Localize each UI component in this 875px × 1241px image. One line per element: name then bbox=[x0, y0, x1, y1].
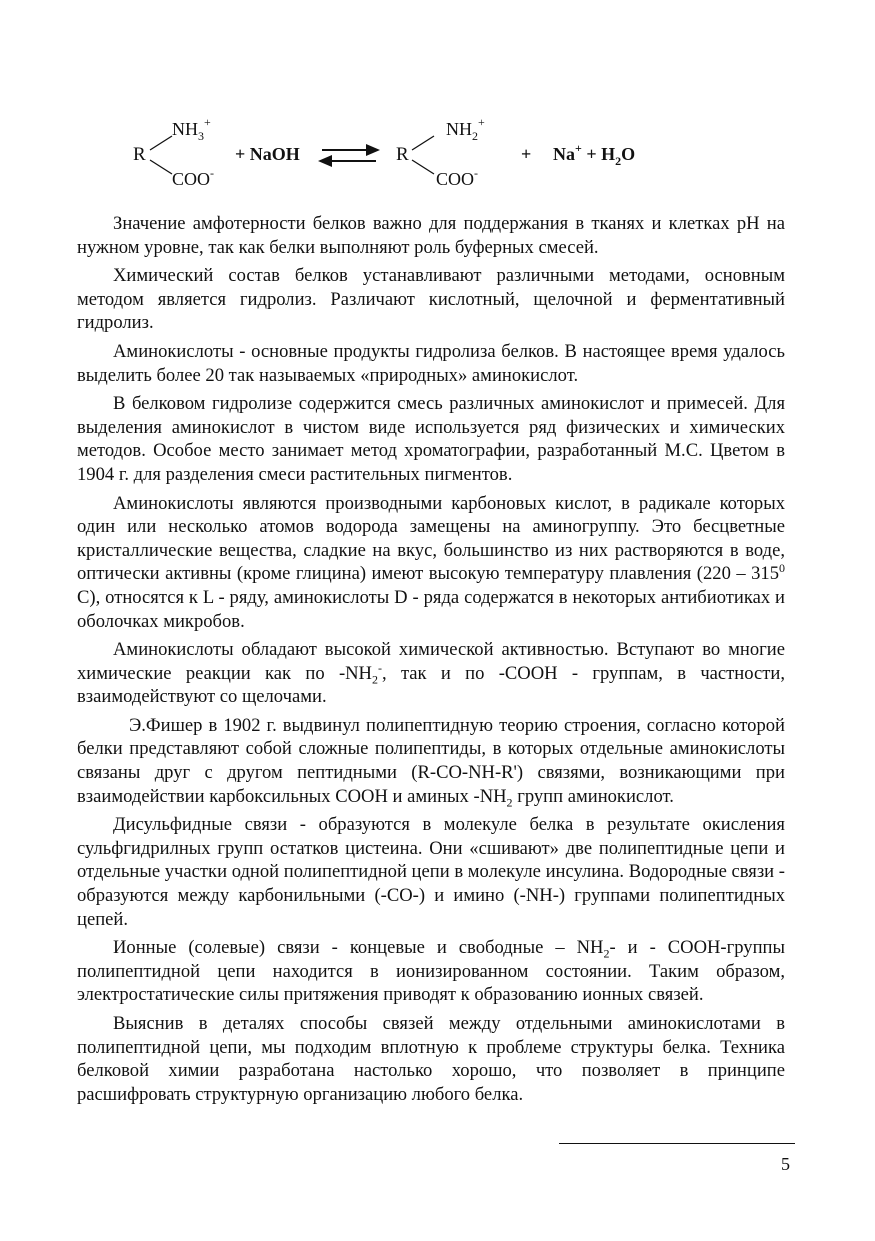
plus-sign: + bbox=[521, 144, 532, 164]
paragraph-chemical-activity: Аминокислоты обладают высокой химической активностью. Вступают во многие химические реакции как по $-NH_2^-$, так и по -COOH - группам, в частности, взаимодействуют со щелочами. bbox=[77, 639, 785, 708]
page-body bbox=[77, 212, 785, 1106]
paragraph-amino-acid-properties: Аминокислоты являются производными карбоновых кислот, в радикале которых один или несколько атомов водорода замещены на аминогруппу. Это бесцветные кристаллические вещества, сладкие на вкус, большинство из них растворяются в воде, оптически активны (кроме глицина) имеют высокую температуру плавления ($220 - 315^0$ С), относятся к L - ряду, аминокислоты D - ряда содержатся в некоторых антибиотиках и оболочках микробов. bbox=[77, 492, 785, 632]
reagent-naoh: + NaOH bbox=[235, 144, 300, 164]
paragraph-chemical-composition: Химический состав белков устанавливают различными методами, основным методом является гидролиз. Различают кислотный, щелочной и ферментативный гидролиз. bbox=[77, 265, 785, 334]
page-number: 5 bbox=[781, 1154, 790, 1174]
paragraph-amino-acids-products: Аминокислоты - основные продукты гидролиза белков. В настоящее время удалось выделить более 20 так называемых «природных» аминокислот. bbox=[77, 340, 785, 386]
left-coo-group: COO- bbox=[172, 166, 215, 189]
paragraph-hydrolysate: В белковом гидролизе содержится смесь различных аминокислот и примесей. Для выделения аминокислот в чистом виде используется ряд физических и химических методов. Особое место занимает метод хроматографии, разработанный М.С. Цветом в 1904 г. для разделения смеси растительных пигментов. bbox=[77, 393, 785, 485]
equilibrium-arrows-icon bbox=[318, 144, 380, 167]
right-nh2-group: $NH_2^+$ bbox=[446, 115, 485, 143]
paragraph-protein-structure: Выяснив в деталях способы связей между отдельными аминокислотами в полипептидной цепи, мы подходим вплотную к проблеме структуры белка. Техника белковой химии разработана настолько хорошо, что позволяет в принципе расшифровать структурную организацию любого белка. bbox=[77, 1013, 785, 1105]
reaction-equation bbox=[0, 0, 875, 200]
paragraph-amphoteric: Значение амфотерности белков важно для поддержания в тканях и клетках pH на нужном уровне, так как белки выполняют роль буферных смесей. bbox=[77, 213, 785, 258]
left-r-label: R bbox=[133, 144, 146, 165]
right-r-label: R bbox=[396, 144, 409, 165]
paragraph-fischer-theory: Э.Фишер в 1902 г. выдвинул полипептидную теорию строения, согласно которой белки представляют собой сложные полипептиды, в которых отдельные аминокислоты связаны друг с другом пептидными (R-CO-NH-R') связями, возникающими при взаимодействии карбоксильных COOH и аминых $-NH_2$ групп аминокислот. bbox=[77, 714, 785, 810]
paragraph-disulfide-bonds: Дисульфидные связи - образуются в молекуле белка в результате окисления сульфгидрилных групп остатков цистеина. Они «сшивают» две полипептидные цепи и отдельные участки одной полипептидной цепи в молекуле инсулина. Водородные связи - образуются между карбонильными (-CO-) и имино (-NH-) группами полипептидных цепей. bbox=[77, 814, 785, 930]
left-nh3-group: $NH_3^+$ bbox=[172, 115, 211, 143]
footer-rule bbox=[559, 1143, 795, 1144]
products-na-h2o: $Na^+ + H_2O$ bbox=[553, 141, 636, 168]
paragraph-ionic-bonds: Ионные (солевые) связи - концевые и свободные – $NH_2-$ и - COOH-группы полипептидной цепи находится в ионизированном состоянии. Таким образом, электростатические силы притяжения приводят к образованию ионных связей. bbox=[77, 937, 785, 1006]
right-coo-group: COO- bbox=[436, 166, 479, 189]
